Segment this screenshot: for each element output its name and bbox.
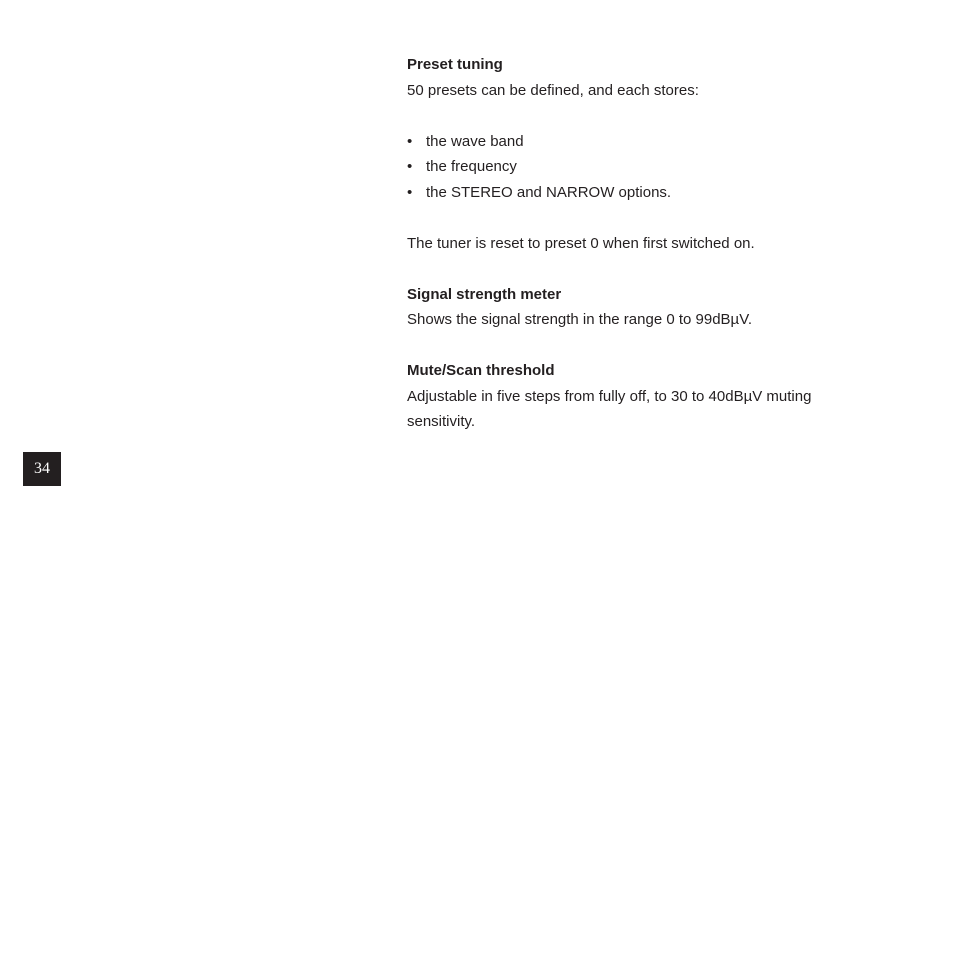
- preset-tuning-heading: Preset tuning: [407, 56, 503, 73]
- bullet-icon: •: [407, 183, 413, 201]
- spacer: [407, 205, 847, 231]
- signal-strength-body: Shows the signal strength in the range 0 to 99dBµV.: [407, 311, 752, 328]
- list-item: [407, 129, 847, 155]
- preset-reset-note: The tuner is reset to preset 0 when first switched on.: [407, 234, 755, 252]
- signal-strength-heading: Signal strength meter: [407, 285, 562, 303]
- list-item-text: the frequency: [426, 158, 517, 175]
- list-item: [407, 180, 847, 206]
- list-item: [407, 154, 847, 180]
- spacer: [407, 103, 847, 129]
- spacer: [407, 256, 847, 282]
- list-item-text: the wave band: [426, 132, 524, 150]
- bullet-icon: •: [407, 132, 413, 150]
- mute-scan-heading: Mute/Scan threshold: [407, 362, 555, 379]
- preset-stored-list: [407, 129, 847, 206]
- spacer: [407, 333, 847, 359]
- preset-tuning-intro: 50 presets can be defined, and each stores:: [407, 81, 699, 99]
- page-number: 34: [23, 452, 61, 486]
- bullet-icon: •: [407, 158, 413, 175]
- mute-scan-body: Adjustable in five steps from fully off, to 30 to 40dBµV muting sensitivity.: [407, 387, 812, 430]
- manual-content: [407, 52, 847, 435]
- list-item-text: the STEREO and NARROW options.: [426, 183, 672, 201]
